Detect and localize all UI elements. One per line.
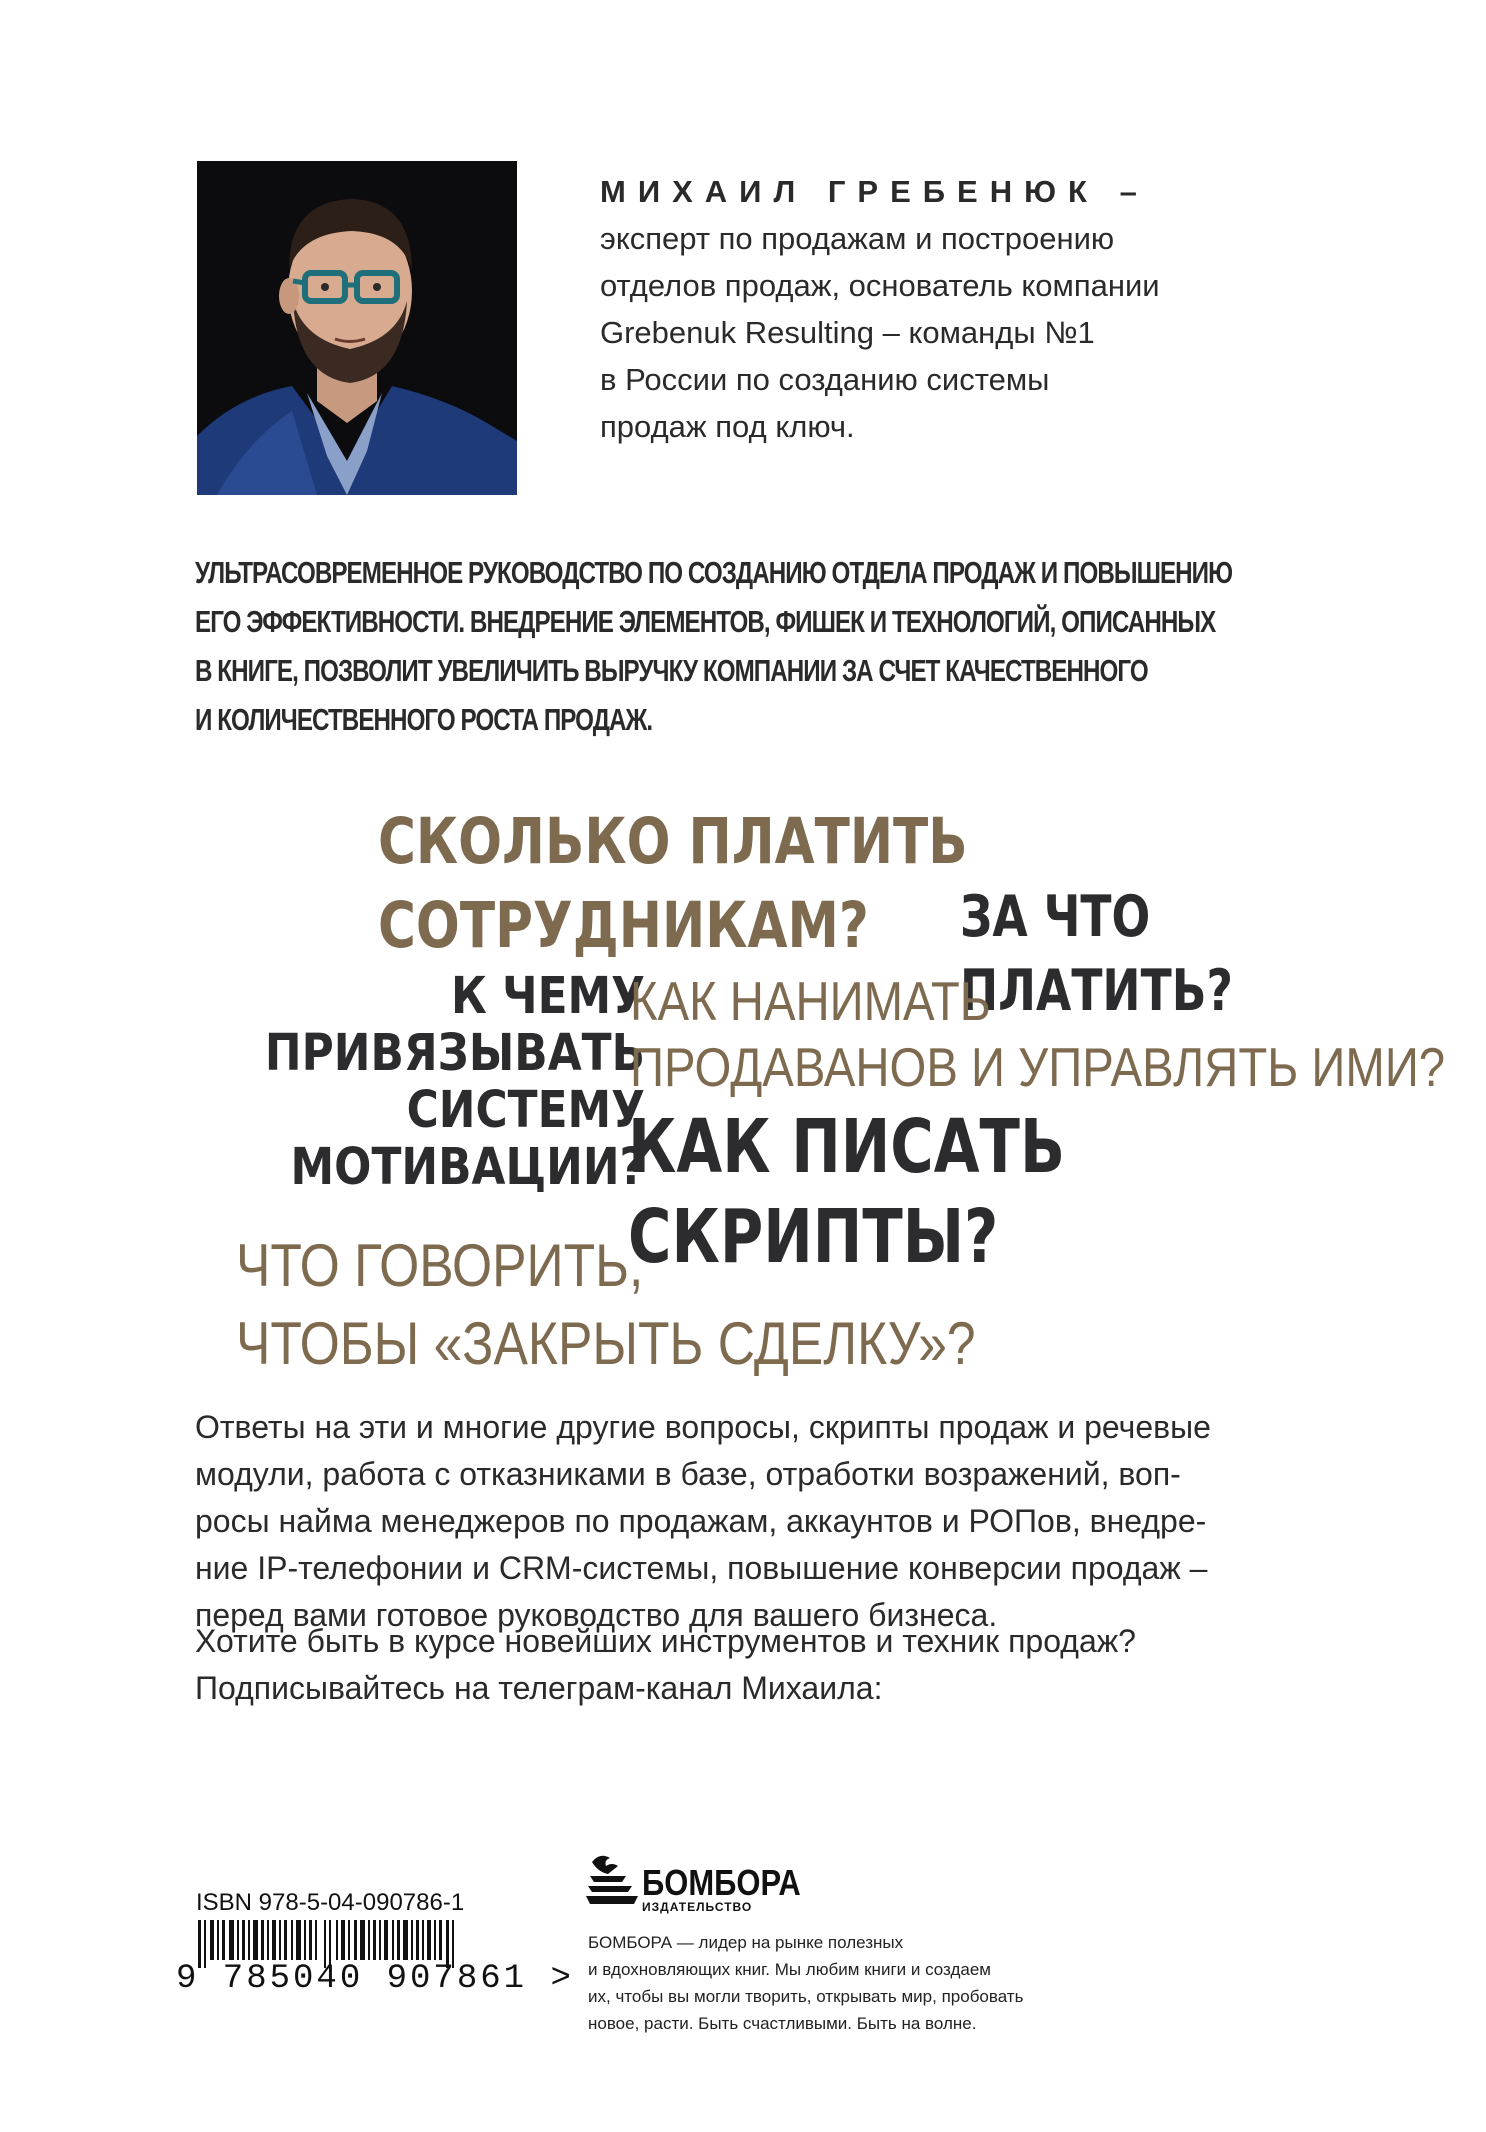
answers-line: росы найма менеджеров по продажам, аккаунтов и РОПов, внедре-	[195, 1503, 1207, 1539]
author-bio	[600, 168, 1340, 450]
question-line: ПЛАТИТЬ?	[960, 958, 1233, 1024]
question-line: КАК НАНИМАТЬ	[630, 970, 991, 1032]
bio-line: эксперт по продажам и построению	[600, 221, 1115, 256]
subscribe-line: Хотите быть в курсе новейших инструментов и техник продаж?	[195, 1623, 1136, 1659]
book-description	[195, 548, 1275, 744]
isbn-label: ISBN 978-5-04-090786-1	[196, 1889, 465, 1916]
question-line: КАК ПИСАТЬ	[628, 1104, 1066, 1190]
answers-line: Ответы на эти и многие другие вопросы, скрипты продаж и речевые	[195, 1409, 1211, 1445]
publisher-blurb-line: новое, расти. Быть счастливыми. Быть на волне.	[588, 2014, 977, 2033]
question-line: МОТИВАЦИИ?	[290, 1138, 645, 1197]
description-line: УЛЬТРАСОВРЕМЕННОЕ РУКОВОДСТВО ПО СОЗДАНИЮ ОТДЕЛА ПРОДАЖ И ПОВЫШЕНИЮ	[195, 555, 1233, 590]
author-photo	[197, 161, 517, 495]
question-motivation-system	[249, 968, 645, 1196]
description-line: И КОЛИЧЕСТВЕННОГО РОСТА ПРОДАЖ.	[195, 702, 653, 737]
question-line: СИСТЕМУ	[406, 1081, 645, 1140]
author-portrait-image	[197, 161, 517, 495]
question-line: ЧТО ГОВОРИТЬ,	[236, 1232, 644, 1299]
publisher-blurb-line: БОМБОРА — лидер на рынке полезных	[588, 1933, 904, 1952]
answers-line: модули, работа с отказниками в базе, отработки возражений, воп-	[195, 1456, 1181, 1492]
bio-line: в России по созданию системы	[600, 362, 1050, 397]
publisher-blurb-line: их, чтобы вы могли творить, открывать мир, пробовать	[588, 1987, 1024, 2006]
bio-line: отделов продаж, основатель компании	[600, 268, 1160, 303]
question-line: ЗА ЧТО	[960, 884, 1151, 950]
answers-line: ние IP-телефонии и CRM-системы, повышение конверсии продаж –	[195, 1550, 1208, 1586]
subscribe-paragraph	[195, 1618, 1315, 1712]
question-line: СОТРУДНИКАМ?	[378, 889, 869, 962]
question-line: ПРИВЯЗЫВАТЬ	[264, 1024, 645, 1083]
answers-paragraph	[195, 1404, 1315, 1639]
bio-line: продаж под ключ.	[600, 409, 855, 444]
author-name: МИХАИЛ ГРЕБЕНЮК –	[600, 174, 1149, 209]
publisher-blurb-line: и вдохновляющих книг. Мы любим книги и создаем	[588, 1960, 991, 1979]
description-line: ЕГО ЭФФЕКТИВНОСТИ. ВНЕДРЕНИЕ ЭЛЕМЕНТОВ, ФИШЕК И ТЕХНОЛОГИЙ, ОПИСАННЫХ	[195, 604, 1216, 639]
description-line: В КНИГЕ, ПОЗВОЛИТ УВЕЛИЧИТЬ ВЫРУЧКУ КОМПАНИИ ЗА СЧЕТ КАЧЕСТВЕННОГО	[195, 653, 1148, 688]
question-line: К ЧЕМУ	[451, 967, 645, 1026]
question-closing-deal	[236, 1227, 976, 1383]
question-line: ПРОДАВАНОВ И УПРАВЛЯТЬ ИМИ?	[630, 1036, 1446, 1098]
publisher-name: БОМБОРА	[642, 1862, 801, 1903]
publisher-logo	[586, 1852, 638, 1913]
question-hiring-sellers	[630, 968, 1445, 1100]
bio-line: Grebenuk Resulting – команды №1	[600, 315, 1095, 350]
answers-line: перед вами готовое руководство для вашего бизнеса.	[195, 1597, 998, 1633]
subscribe-line: Подписывайтесь на телеграм-канал Михаила:	[195, 1670, 883, 1706]
question-how-much-to-pay	[378, 800, 968, 968]
barcode-digits: 9 785040 907861 >	[176, 1960, 574, 1998]
question-line: ЧТОБЫ «ЗАКРЫТЬ СДЕЛКУ»?	[236, 1310, 976, 1377]
publisher-blurb	[588, 1929, 1023, 2037]
bombora-wave-icon	[586, 1852, 638, 1908]
publisher-subtitle: ИЗДАТЕЛЬСТВО	[642, 1900, 753, 1914]
question-line: СКРИПТЫ?	[628, 1194, 999, 1280]
question-line: СКОЛЬКО ПЛАТИТЬ	[378, 805, 968, 878]
